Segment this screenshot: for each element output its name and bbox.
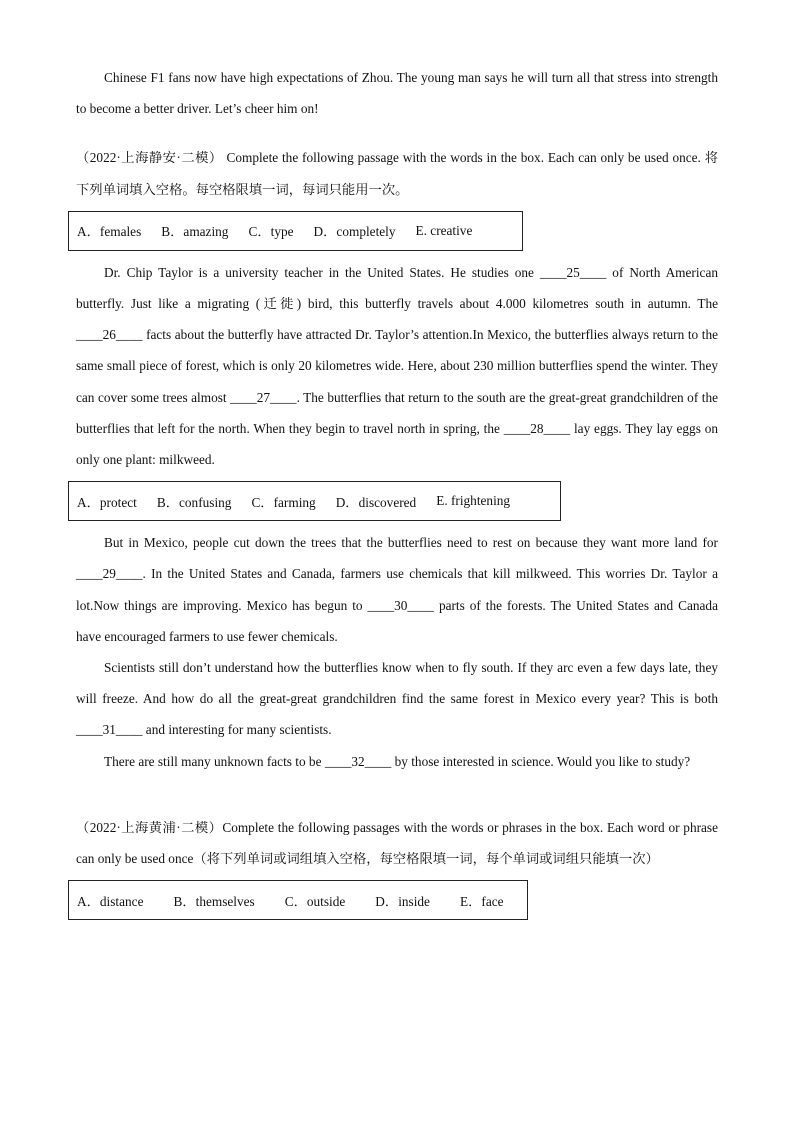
text-segment: by those interested in science. Would you like to study? bbox=[391, 753, 691, 769]
word-option: A．protect bbox=[77, 494, 137, 510]
text-segment: . In the United States and Canada, farmers use chemicals that kill milkweed. This worries Dr. Taylor a lot.Now things are improving. Mexico has begun to bbox=[76, 566, 718, 613]
passage-paragraph-1 bbox=[76, 257, 718, 475]
word-option: A．distance bbox=[77, 893, 144, 909]
section1-instruction: （2022·上海静安·二模） Complete the following passage with the words in the box. Each can only be used once. 将下列单词填入空格。每空格限填一词，每词只能用一次。 bbox=[76, 150, 718, 197]
blank-32: ____32____ bbox=[324, 753, 392, 769]
page-content bbox=[76, 62, 718, 926]
text-segment: Scientists still don’t understand how the butterflies know when to fly south. If they arc even a few days late, they will freeze. And how do all the great-great grandchildren find the same forest in Mexico every year? This is both bbox=[76, 660, 718, 707]
text-segment: . The butterflies that return to the south are the great-great grandchildren of the butterflies that left for the north. When they begin to travel north in spring, the bbox=[76, 389, 718, 436]
text-segment: But in Mexico, people cut down the trees that the butterflies need to rest on because they want more land for bbox=[104, 535, 718, 551]
blank-28: ____28____ bbox=[503, 420, 571, 436]
text-segment: Dr. Chip Taylor is a university teacher in the United States. He studies one bbox=[104, 264, 540, 280]
passage-paragraph-4 bbox=[76, 746, 718, 777]
section2-instruction: （2022·上海黄浦·二模）Complete the following passages with the words or phrases in the box. Each word or phrase can only be used once（将下列单词或词组填入空格，每空格限填一词，每个单词或词组只能填一次） bbox=[76, 819, 718, 867]
blank-29: ____29____ bbox=[76, 566, 143, 582]
word-box-2 bbox=[68, 481, 561, 521]
word-option: E．face bbox=[459, 893, 504, 909]
word-option: A．females bbox=[77, 224, 142, 240]
passage-paragraph-2 bbox=[76, 527, 718, 652]
word-option: E. creative bbox=[415, 222, 473, 238]
blank-27: ____27____ bbox=[230, 389, 297, 405]
text-segment: parts of the forests. The United States and Canada have encouraged farmers to use fewer chemicals. bbox=[76, 597, 718, 644]
blank-30: ____30____ bbox=[367, 597, 434, 613]
word-option: D．completely bbox=[313, 224, 396, 240]
blank-31: ____31____ bbox=[76, 722, 143, 738]
word-option: E. frightening bbox=[436, 493, 511, 509]
text-segment: and interesting for many scientists. bbox=[142, 722, 332, 738]
intro-paragraph: Chinese F1 fans now have high expectations of Zhou. The young man says he will turn all that stress into strength to become a better driver. Let’s cheer him on! bbox=[76, 70, 718, 117]
blank-26: ____26____ bbox=[76, 327, 143, 343]
word-option: B．themselves bbox=[173, 893, 255, 909]
text-segment: of North American butterfly. Just like a migrating (迁徙) bird, this butterfly travels about 4.000 kilometres south in autumn. The bbox=[76, 264, 718, 312]
word-box-3 bbox=[68, 880, 528, 920]
word-option: C．outside bbox=[284, 893, 346, 909]
word-box-1 bbox=[68, 211, 523, 251]
word-option: D．inside bbox=[375, 893, 430, 909]
word-option: C．farming bbox=[251, 494, 316, 510]
word-option: B．confusing bbox=[156, 494, 232, 510]
text-segment: lay eggs. They lay eggs on only one plant: milkweed. bbox=[76, 420, 718, 468]
text-segment: facts about the butterfly have attracted Dr. Taylor’s attention.In Mexico, the butterflies always return to the same small piece of forest, which is only 20 kilometres wide. Here, about 230 million butterflies spend the winter. They can cover some trees almost bbox=[76, 327, 718, 405]
passage-paragraph-3 bbox=[76, 652, 718, 746]
blank-25: ____25____ bbox=[539, 264, 607, 280]
text-segment: There are still many unknown facts to be bbox=[104, 753, 325, 769]
word-option: C．type bbox=[248, 224, 294, 240]
word-option: B．amazing bbox=[161, 224, 229, 240]
word-option: D．discovered bbox=[335, 494, 417, 510]
